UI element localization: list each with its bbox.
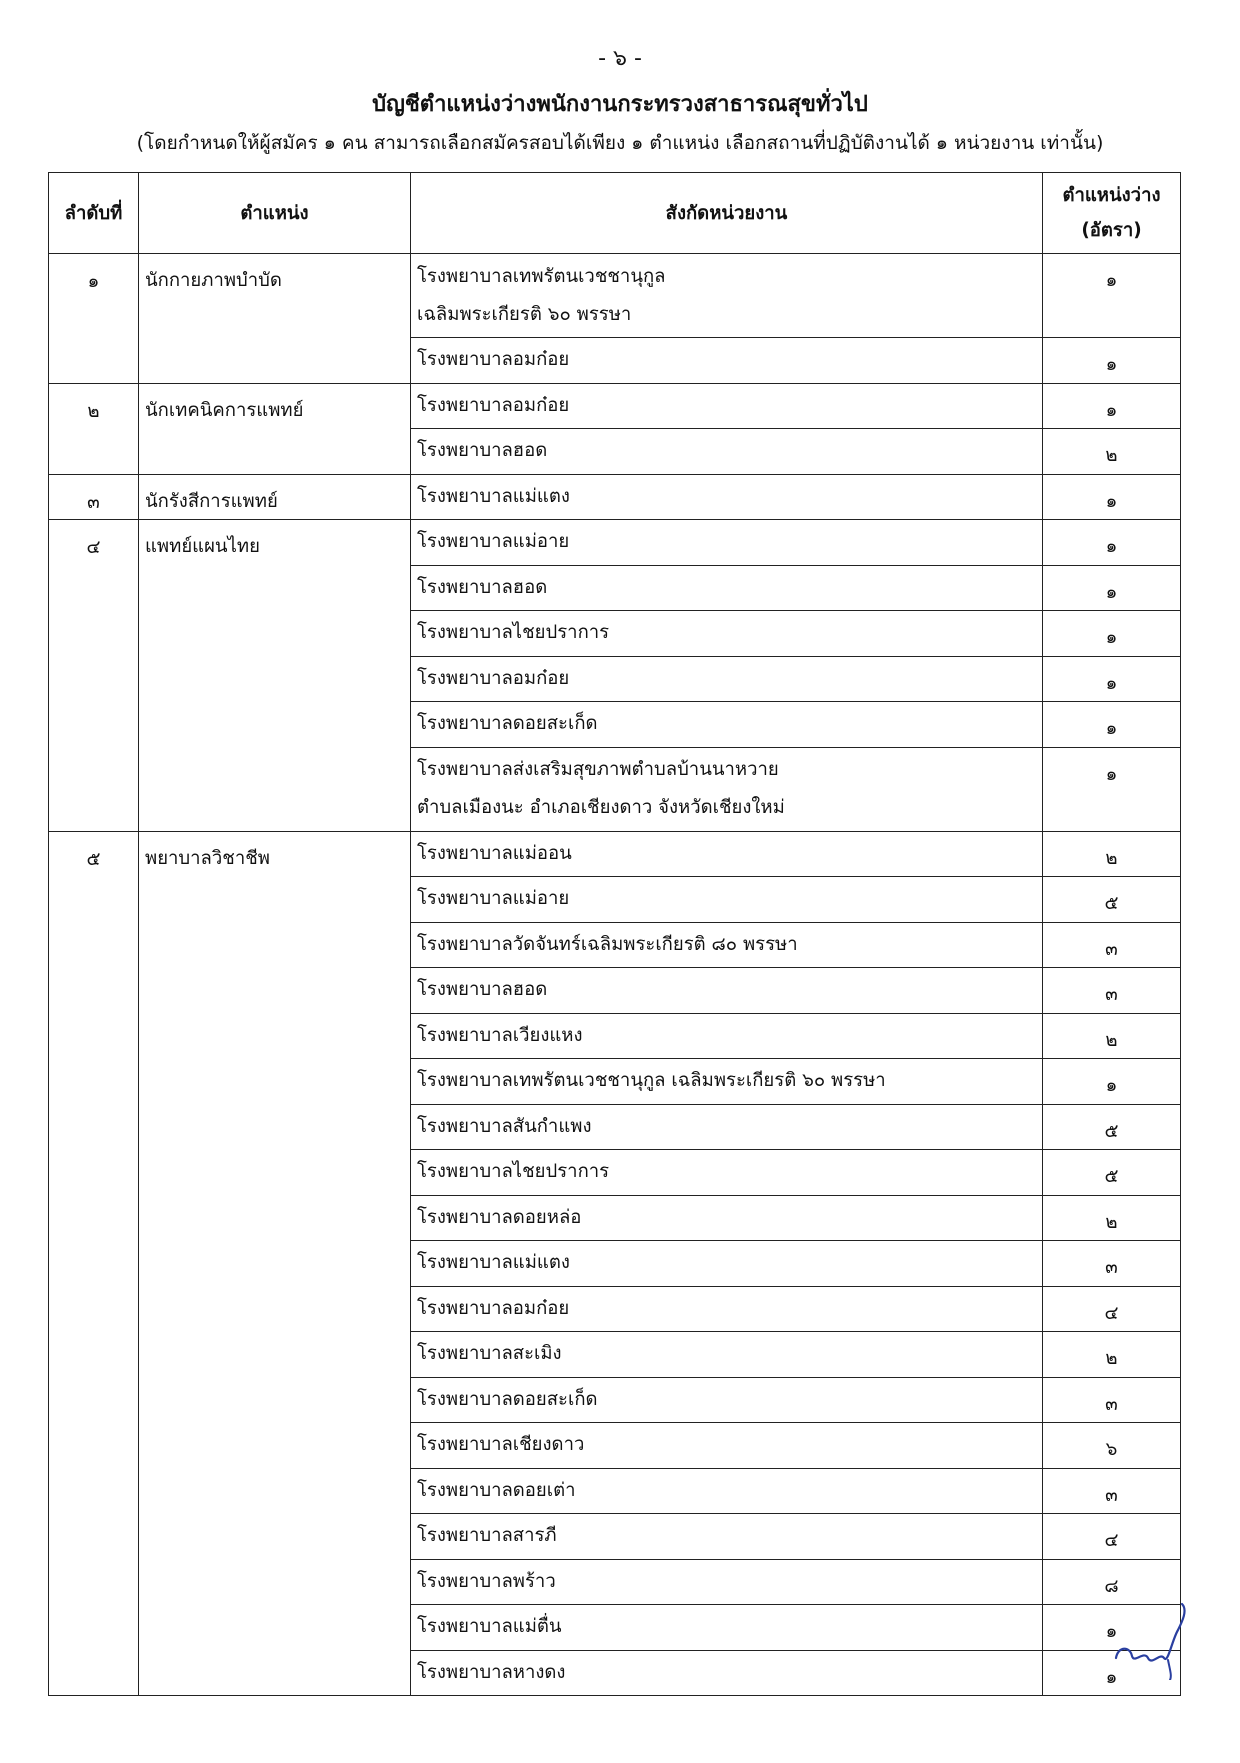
row-position: นักรังสีการแพทย์	[139, 474, 411, 520]
row-vacancy-count: ๑	[1043, 254, 1181, 338]
row-unit	[411, 1059, 1043, 1105]
unit-name-line: โรงพยาบาลเทพรัตนเวชชานุกูล เฉลิมพระเกียรติ ๖๐ พรรษา	[417, 1070, 886, 1092]
row-unit	[411, 1514, 1043, 1560]
row-vacancy-count: ๓	[1043, 1241, 1181, 1287]
unit-name-line: โรงพยาบาลหางดง	[417, 1661, 566, 1683]
row-vacancy-count: ๑	[1043, 474, 1181, 520]
row-seq: ๑	[49, 254, 139, 384]
row-unit	[411, 1377, 1043, 1423]
row-unit	[411, 254, 1043, 338]
row-vacancy-count: ๓	[1043, 968, 1181, 1014]
row-unit	[411, 611, 1043, 657]
unit-name-line: โรงพยาบาลพร้าว	[417, 1570, 556, 1592]
row-unit	[411, 877, 1043, 923]
row-vacancy-count: ๕	[1043, 1150, 1181, 1196]
unit-name-line: โรงพยาบาลเวียงแหง	[417, 1024, 583, 1046]
unit-name-line: โรงพยาบาลฮอด	[417, 440, 548, 462]
unit-name-line: โรงพยาบาลดอยหล่อ	[417, 1206, 582, 1228]
unit-name-line: โรงพยาบาลไชยปราการ	[417, 622, 610, 644]
row-vacancy-count: ๒	[1043, 831, 1181, 877]
table-row	[49, 831, 1181, 877]
unit-name-line: โรงพยาบาลแม่แตง	[417, 1252, 570, 1274]
unit-name-line: โรงพยาบาลอมก๋อย	[417, 1297, 570, 1319]
row-unit	[411, 1104, 1043, 1150]
document-subtitle: (โดยกำหนดให้ผู้สมัคร ๑ คน สามารถเลือกสมัครสอบได้เพียง ๑ ตำแหน่ง เลือกสถานที่ปฏิบัติงานได้ ๑ หน่วยงาน เท่านั้น)	[136, 132, 1104, 154]
row-vacancy-count: ๓	[1043, 922, 1181, 968]
row-vacancy-count: ๒	[1043, 429, 1181, 475]
row-unit	[411, 429, 1043, 475]
unit-name-line: โรงพยาบาลวัดจันทร์เฉลิมพระเกียรติ ๘๐ พรรษา	[417, 933, 798, 955]
row-vacancy-count: ๑	[1043, 1650, 1181, 1696]
unit-name-line: โรงพยาบาลอมก๋อย	[417, 667, 570, 689]
unit-name-line: โรงพยาบาลดอยสะเก็ด	[417, 713, 598, 735]
row-unit	[411, 1468, 1043, 1514]
row-unit	[411, 1286, 1043, 1332]
row-unit	[411, 1332, 1043, 1378]
table-header-row	[49, 173, 1181, 254]
row-vacancy-count: ๔	[1043, 1514, 1181, 1560]
table-row	[49, 254, 1181, 338]
row-vacancy-count: ๒	[1043, 1332, 1181, 1378]
row-vacancy-count: ๑	[1043, 565, 1181, 611]
unit-name-line: โรงพยาบาลเชียงดาว	[417, 1434, 585, 1456]
unit-name-line: โรงพยาบาลสันกำแพง	[417, 1115, 592, 1137]
row-position: นักเทคนิคการแพทย์	[139, 383, 411, 474]
table-row	[49, 383, 1181, 429]
row-unit	[411, 831, 1043, 877]
row-vacancy-count: ๑	[1043, 1605, 1181, 1651]
row-seq: ๒	[49, 383, 139, 474]
row-vacancy-count: ๑	[1043, 747, 1181, 831]
table-row	[49, 474, 1181, 520]
row-vacancy-count: ๖	[1043, 1423, 1181, 1469]
row-unit	[411, 1559, 1043, 1605]
row-vacancy-count: ๕	[1043, 1104, 1181, 1150]
unit-name-line: โรงพยาบาลฮอด	[417, 979, 548, 1001]
unit-name-line: โรงพยาบาลสารภี	[417, 1525, 557, 1547]
unit-name-line: โรงพยาบาลส่งเสริมสุขภาพตำบลบ้านนาหวาย	[417, 759, 779, 780]
row-unit	[411, 656, 1043, 702]
document-title: บัญชีตำแหน่งว่างพนักงานกระทรวงสาธารณสุขทั่วไป	[372, 92, 868, 117]
row-unit	[411, 1150, 1043, 1196]
row-unit	[411, 1423, 1043, 1469]
row-unit	[411, 383, 1043, 429]
row-unit	[411, 922, 1043, 968]
header-vacancy-line1: ตำแหน่งว่าง	[1062, 185, 1161, 206]
row-unit	[411, 1241, 1043, 1287]
unit-name-line: โรงพยาบาลแม่อาย	[417, 531, 570, 553]
row-unit	[411, 338, 1043, 384]
header-vacancy	[1043, 173, 1181, 254]
header-vacancy-line2: (อัตรา)	[1081, 220, 1142, 241]
row-vacancy-count: ๒	[1043, 1195, 1181, 1241]
unit-name-line: เฉลิมพระเกียรติ ๖๐ พรรษา	[417, 303, 632, 325]
unit-name-line: โรงพยาบาลสะเมิง	[417, 1343, 562, 1365]
row-seq: ๕	[49, 831, 139, 1696]
row-position: พยาบาลวิชาชีพ	[139, 831, 411, 1696]
unit-name-line: โรงพยาบาลแม่ตื่น	[417, 1616, 562, 1638]
row-unit	[411, 474, 1043, 520]
row-unit	[411, 1605, 1043, 1651]
row-vacancy-count: ๔	[1043, 1286, 1181, 1332]
row-seq: ๔	[49, 520, 139, 832]
row-vacancy-count: ๓	[1043, 1468, 1181, 1514]
unit-name-line: โรงพยาบาลแม่ออน	[417, 842, 572, 864]
row-unit	[411, 1013, 1043, 1059]
row-unit	[411, 520, 1043, 566]
table-body	[49, 254, 1181, 1696]
table-row	[49, 520, 1181, 566]
row-vacancy-count: ๑	[1043, 702, 1181, 748]
header-position: ตำแหน่ง	[139, 173, 411, 254]
row-vacancy-count: ๑	[1043, 338, 1181, 384]
unit-name-line: โรงพยาบาลแม่แตง	[417, 485, 570, 507]
row-position: แพทย์แผนไทย	[139, 520, 411, 832]
row-vacancy-count: ๕	[1043, 877, 1181, 923]
unit-name-line: โรงพยาบาลอมก๋อย	[417, 349, 570, 371]
row-vacancy-count: ๑	[1043, 383, 1181, 429]
signature	[1108, 1600, 1193, 1680]
row-seq: ๓	[49, 474, 139, 520]
unit-name-line: โรงพยาบาลเทพรัตนเวชชานุกูล	[417, 265, 666, 287]
unit-name-line: โรงพยาบาลไชยปราการ	[417, 1161, 610, 1183]
row-unit	[411, 702, 1043, 748]
row-vacancy-count: ๑	[1043, 611, 1181, 657]
row-unit	[411, 1195, 1043, 1241]
header-seq: ลำดับที่	[49, 173, 139, 254]
row-unit	[411, 968, 1043, 1014]
row-vacancy-count: ๒	[1043, 1013, 1181, 1059]
row-vacancy-count: ๘	[1043, 1559, 1181, 1605]
row-vacancy-count: ๑	[1043, 520, 1181, 566]
row-unit	[411, 565, 1043, 611]
unit-name-line: โรงพยาบาลอมก๋อย	[417, 394, 570, 416]
page-number: - ๖ -	[598, 46, 642, 71]
vacancy-table	[48, 172, 1181, 1696]
unit-name-line: โรงพยาบาลดอยเต่า	[417, 1479, 576, 1501]
unit-name-line: ตำบลเมืองนะ อำเภอเชียงดาว จังหวัดเชียงใหม่	[417, 797, 785, 818]
unit-name-line: โรงพยาบาลแม่อาย	[417, 888, 570, 910]
unit-name-line: โรงพยาบาลฮอด	[417, 576, 548, 598]
row-unit	[411, 747, 1043, 831]
unit-name-line: โรงพยาบาลดอยสะเก็ด	[417, 1388, 598, 1410]
row-vacancy-count: ๑	[1043, 656, 1181, 702]
row-position: นักกายภาพบำบัด	[139, 254, 411, 384]
row-unit	[411, 1650, 1043, 1696]
row-vacancy-count: ๓	[1043, 1377, 1181, 1423]
header-unit: สังกัดหน่วยงาน	[411, 173, 1043, 254]
row-vacancy-count: ๑	[1043, 1059, 1181, 1105]
